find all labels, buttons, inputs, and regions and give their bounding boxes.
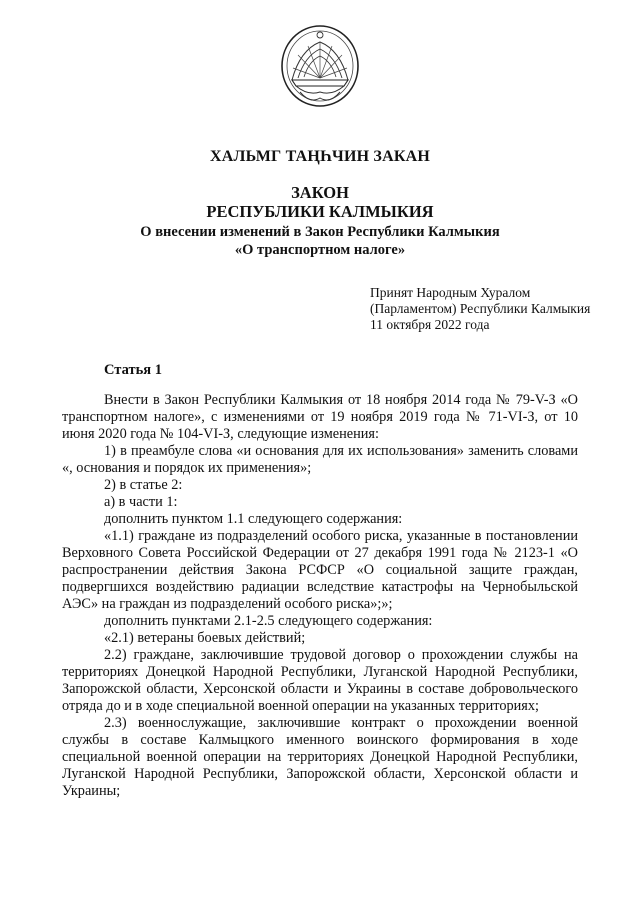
paragraph: а) в части 1: [104, 494, 178, 510]
adoption-block [370, 285, 600, 333]
paragraph: 2.2) граждане, заключившие трудовой договор о прохождении службы на территориях Донецкой Народной Республики, Луганской Народной Республики, Запорожской области, Херсонской области и Украины в составе добровольческого отряда до и в ходе специальной военной операции на указанных территориях; [62, 647, 578, 714]
adoption-line-1: Принят Народным Хуралом [370, 285, 531, 300]
adoption-line-3: 11 октября 2022 года [370, 317, 490, 332]
kalmyk-title: ХАЛЬМГ ТАҢҺЧИН ЗАКАН [209, 148, 431, 165]
republic-name: РЕСПУБЛИКИ КАЛМЫКИЯ [206, 202, 434, 221]
document-body [62, 392, 578, 800]
law-subject-line-1: О внесении изменений в Закон Республики Калмыкия [140, 224, 500, 240]
article-heading: Статья 1 [104, 362, 162, 378]
paragraph: Внести в Закон Республики Калмыкия от 18 ноября 2014 года № 79-V-З «О транспортном налоге», с изменениями от 19 ноября 2019 года № 71-VI-З, от 10 июня 2020 года № 104-VI-З, следующие изменения: [62, 392, 578, 442]
paragraph: 2) в статье 2: [104, 477, 183, 493]
paragraph: 2.3) военнослужащие, заключившие контракт о прохождении военной службы в составе Калмыцкого именного воинского формирования в ходе специальной военной операции на территориях Донецкой Народной Республики, Луганской Народной Республики, Запорожской области, Херсонской области и Украины; [62, 715, 578, 799]
law-word: ЗАКОН [291, 183, 349, 202]
paragraph: дополнить пунктом 1.1 следующего содержания: [104, 511, 403, 527]
adoption-line-2: (Парламентом) Республики Калмыкия [370, 301, 591, 316]
paragraph: «1.1) граждане из подразделений особого риска, указанные в постановлении Верховного Совета Российской Федерации от 27 декабря 1991 года № 2123-1 «О распространении действия Закона РСФСР «О социальной защите граждан, подвергшихся воздействию радиации вследствие катастрофы на Чернобыльской АЭС» на граждан из подразделений особого риска»;»; [62, 528, 578, 612]
paragraph: дополнить пунктами 2.1-2.5 следующего содержания: [104, 613, 433, 629]
paragraph: «2.1) ветераны боевых действий; [104, 630, 306, 646]
paragraph: 1) в преамбуле слова «и основания для их использования» заменить словами «, основания и порядок их применения»; [62, 443, 578, 476]
law-subject-line-2: «О транспортном налоге» [234, 242, 406, 258]
coat-of-arms-emblem [278, 22, 362, 114]
